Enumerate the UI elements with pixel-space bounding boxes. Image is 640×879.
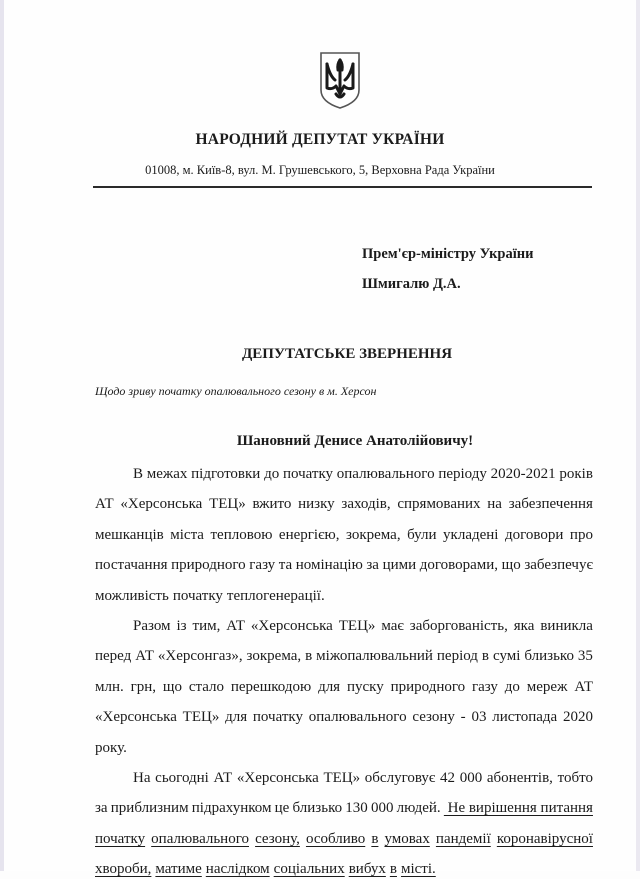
word: «Херсонська	[120, 496, 203, 513]
word: грн,	[130, 678, 157, 695]
body-line	[133, 616, 593, 636]
word: соціальних	[273, 861, 345, 878]
word: АТ	[95, 496, 114, 513]
word: природного	[390, 678, 466, 695]
letterhead-divider	[93, 186, 592, 188]
body-line	[95, 646, 593, 666]
word: На	[133, 770, 151, 786]
word: мереж	[526, 678, 568, 695]
word: сезону	[412, 709, 455, 726]
salutation: Шановний Денисе Анатолійовичу!	[236, 433, 474, 449]
body-line-underlined	[95, 829, 593, 849]
word: договори	[504, 526, 564, 543]
body-line	[133, 464, 593, 484]
word: це	[274, 800, 290, 817]
word: людей.	[396, 800, 441, 817]
word: та	[278, 557, 293, 574]
word: низку	[298, 496, 335, 513]
word: ТЕЦ»	[209, 496, 246, 513]
word: сьогодні	[155, 770, 209, 786]
body-line	[95, 677, 593, 697]
word: років	[559, 466, 593, 482]
word: можливість	[95, 587, 169, 604]
word: 130	[345, 800, 368, 817]
word: для	[225, 709, 248, 726]
word: 000	[370, 800, 394, 817]
word: забезпечує	[524, 557, 593, 574]
word: місті.	[400, 861, 436, 878]
word: що	[501, 557, 521, 574]
word: договорами,	[419, 557, 499, 574]
word: зокрема,	[246, 648, 302, 665]
word: зокрема,	[346, 526, 401, 543]
word: року.	[95, 739, 127, 756]
word: в	[481, 648, 490, 665]
word: перешкодою	[230, 678, 312, 695]
word: 2020-2021	[490, 466, 556, 482]
word: близько	[292, 800, 343, 817]
word: початку	[282, 466, 334, 482]
word: -	[460, 709, 466, 726]
appeal-title: ДЕПУТАТСЬКЕ ЗВЕРНЕННЯ	[241, 346, 453, 362]
body-line-mixed	[95, 798, 593, 818]
word: в	[305, 648, 313, 665]
word: номінацію	[295, 557, 363, 574]
tryzub-coat-of-arms-icon	[318, 50, 362, 110]
word: коронавірусної	[496, 830, 593, 847]
word: цими	[382, 557, 417, 574]
word: для	[318, 678, 341, 695]
letterhead-address: 01008, м. Київ-8, вул. М. Грушевського, 5, Верховна Рада України	[145, 163, 495, 177]
word: початку	[252, 709, 303, 726]
body-line	[133, 768, 593, 788]
word: підготовки	[191, 466, 261, 482]
word: наслідком	[205, 861, 270, 878]
word: ТЕЦ»	[182, 709, 220, 726]
word: газу	[249, 557, 276, 574]
word: тобто	[557, 770, 593, 786]
word: укладені	[443, 526, 499, 543]
word: що	[162, 678, 182, 695]
word: із	[176, 618, 187, 634]
body-line	[95, 494, 593, 514]
word: 03	[471, 709, 487, 726]
word: 2020	[562, 709, 593, 726]
word: підрахунком	[191, 800, 272, 817]
word: опалювального	[336, 466, 435, 482]
word: АТ	[574, 678, 593, 695]
word: «Херсонгаз»,	[157, 648, 243, 665]
word: міжопалювальний	[316, 648, 433, 665]
word: про	[569, 526, 593, 543]
word: в	[389, 861, 397, 878]
word: періоду	[438, 466, 487, 482]
word: ТЕЦ»	[338, 618, 376, 634]
body-line	[95, 738, 593, 758]
appeal-subject: Щодо зриву початку опалювального сезону в м. Херсон	[95, 384, 377, 398]
word: тим,	[192, 618, 221, 634]
word: початку	[95, 830, 146, 847]
word: сезону,	[255, 830, 300, 847]
word: хвороби,	[95, 861, 152, 878]
body-line	[95, 707, 593, 727]
word: енергією,	[278, 526, 340, 543]
body-line	[95, 586, 593, 606]
word: сумі	[492, 648, 521, 665]
word: «Херсонська	[95, 709, 177, 726]
body-line	[95, 525, 593, 545]
word: 42	[440, 770, 456, 786]
word: опалювального	[151, 830, 249, 847]
word: «Херсонська	[236, 770, 319, 786]
word: млн.	[95, 678, 124, 695]
word: теплогенерації.	[226, 587, 325, 604]
word: матиме	[155, 861, 202, 878]
word: Разом	[133, 618, 171, 634]
word: виникла	[540, 618, 593, 634]
word: має	[381, 618, 404, 634]
word: пуску	[346, 678, 384, 695]
word: заборгованість,	[409, 618, 508, 634]
recipient-position: Прем'єр-міністру України	[362, 246, 534, 262]
word: міста	[170, 526, 204, 543]
word: газу	[472, 678, 498, 695]
word: межах	[146, 466, 188, 482]
word: умовах	[384, 830, 430, 847]
word: 000	[459, 770, 483, 786]
body-line	[95, 555, 593, 575]
word: листопада	[492, 709, 558, 726]
word: АТ	[226, 618, 245, 634]
word: перед	[95, 648, 132, 665]
word: за	[95, 800, 108, 817]
word: в	[371, 830, 379, 847]
word: 35	[577, 648, 593, 665]
word: «Херсонська	[250, 618, 333, 634]
word: абонентів,	[486, 770, 553, 786]
word: початку	[172, 587, 223, 604]
word: АТ	[135, 648, 154, 665]
word: були	[407, 526, 437, 543]
word: до	[504, 678, 520, 695]
word: мешканців	[95, 526, 164, 543]
word: на	[487, 496, 502, 513]
letterhead-title: НАРОДНИЙ ДЕПУТАТ УКРАЇНИ	[195, 131, 445, 148]
word: приблизним	[110, 800, 189, 817]
word: вибух	[348, 861, 386, 878]
word: опалювального	[308, 709, 407, 726]
body-line-underlined	[95, 859, 593, 879]
word: період	[436, 648, 478, 665]
underlined-emphasis: Не вирішення питання	[443, 800, 593, 817]
word: АТ	[213, 770, 233, 786]
word: ТЕЦ»	[323, 770, 361, 786]
word: постачання	[95, 557, 168, 574]
word: тепловою	[210, 526, 273, 543]
word: за	[366, 557, 379, 574]
word: заходів,	[341, 496, 391, 513]
word: яка	[513, 618, 535, 634]
recipient-name: Шмигалю Д.А.	[362, 276, 461, 292]
word: близько	[524, 648, 574, 665]
word: стало	[188, 678, 225, 695]
word: особливо	[305, 830, 366, 847]
word: В	[133, 466, 144, 482]
word: пандемії	[435, 830, 491, 847]
word: спрямованих	[397, 496, 481, 513]
word: забезпечення	[508, 496, 593, 513]
word: до	[264, 466, 280, 482]
word: вжито	[252, 496, 292, 513]
word: природного	[171, 557, 246, 574]
word: обслуговує	[364, 770, 436, 786]
